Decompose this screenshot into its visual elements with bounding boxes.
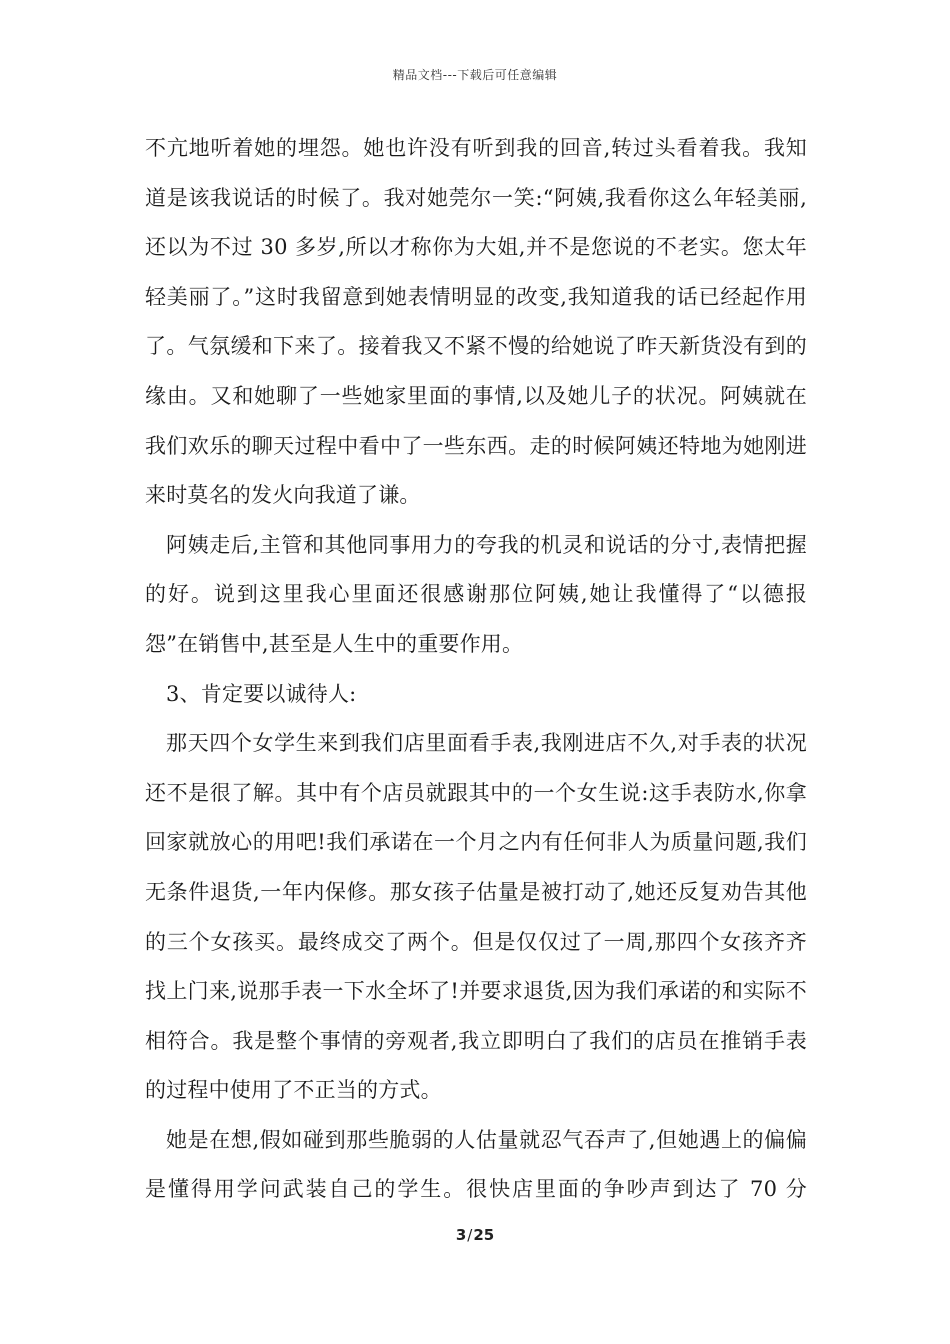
section-heading: 3、肯定要以诚待人: (166, 681, 357, 706)
page-header: 精品文档---下载后可任意编辑 (392, 68, 558, 82)
paragraph-after-aunt: 阿姨走后,主管和其他同事用力的夸我的机灵和说话的分寸,表情把握的好。说到这里我心里面还很感谢那位阿姨,她让我懂得了“以德报怨”在销售中,甚至是人生中的重要作用。 (145, 532, 807, 656)
total-pages-number: 25 (473, 1226, 495, 1244)
page-separator: / (467, 1226, 473, 1244)
paragraph-reflection: 她是在想,假如碰到那些脆弱的人估量就忍气吞声了,但她遇上的偏偏是懂得用学问武装自己的学生。很快店里面的争吵声到达了 70 分 (145, 1127, 807, 1202)
document-body (145, 124, 807, 1215)
current-page-number: 3 (455, 1226, 467, 1244)
page-number (0, 1226, 950, 1244)
paragraph-continuation: 不亢地听着她的埋怨。她也许没有听到我的回音,转过头看着我。我知道是该我说话的时候了。我对她莞尔一笑:“阿姨,我看你这么年轻美丽,还以为不过 30 多岁,所以才称你为大姐,并不是您说的不老实。您太年轻美丽了。”这时我留意到她表情明显的改变,我知道我的话已经起作用了。气氛缓和下来了。接着我又不紧不慢的给她说了昨天新货没有到的缘由。又和她聊了一些她家里面的事情,以及她儿子的状况。阿姨就在我们欢乐的聊天过程中看中了一些东西。走的时候阿姨还特地为她刚进来时莫名的发火向我道了谦。 (145, 136, 807, 508)
paragraph-watch-story: 那天四个女学生来到我们店里面看手表,我刚进店不久,对手表的状况还不是很了解。其中有个店员就跟其中的一个女生说:这手表防水,你拿回家就放心的用吧!我们承诺在一个月之内有任何非人为质量问题,我们无条件退货,一年内保修。那女孩子估量是被打动了,她还反复劝告其他的三个女孩买。最终成交了两个。但是仅仅过了一周,那四个女孩齐齐找上门来,说那手表一下水全坏了!并要求退货,因为我们承诺的和实际不相符合。我是整个事情的旁观者,我立即明白了我们的店员在推销手表的过程中使用了不正当的方式。 (145, 731, 807, 1103)
